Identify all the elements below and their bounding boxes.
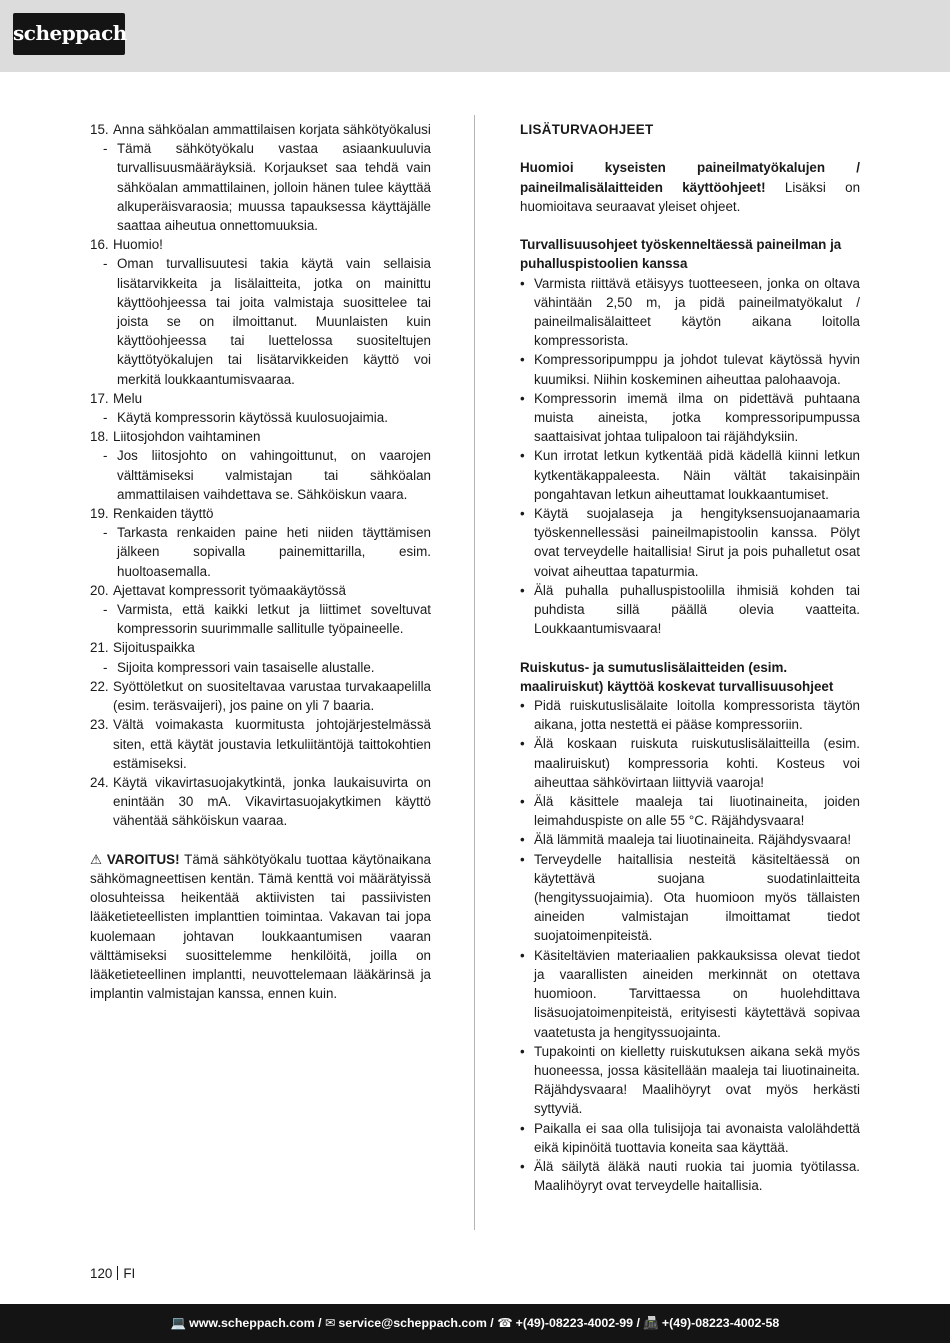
sub-item — [90, 254, 431, 388]
warning-icon: ⚠ — [90, 851, 103, 867]
bullet-marker: • — [520, 851, 525, 867]
bullet-text: Paikalla ei saa olla tulisijoja tai avonaista valolähdettä eikä kipinöitä tuottavia koneita saa käyttää. — [534, 1120, 860, 1155]
item-title: Melu — [113, 390, 143, 406]
dash-marker: - — [103, 525, 108, 541]
intro-bold: Huomioi kyseisten paineilmatyökalujen / paineilmalisälaitteiden käyttöohjeet! — [520, 160, 860, 195]
sub-item — [90, 446, 431, 504]
bullet-marker: • — [520, 736, 525, 752]
sub-item-text: Sijoita kompressori vain tasaiselle alustalle. — [117, 659, 375, 675]
right-column — [520, 120, 860, 1195]
bullet-marker: • — [520, 794, 525, 810]
bullet-text: Kompressorin imemä ilma on pidettävä puhtaana muista aineista, jotka kompressoripumpussa saattaisivat johtaa tulipaloon tai räjähdyksiin. — [534, 390, 860, 445]
bullet-marker: • — [520, 352, 525, 368]
bullet-item — [520, 734, 860, 792]
bullet-text: Älä lämmitä maaleja tai liuotinaineita. Räjähdysvaara! — [534, 832, 852, 848]
list-item — [90, 638, 431, 657]
bullet-text: Käsiteltävien materiaalien pakkauksissa olevat tiedot ja vaarallisten aineiden merkinnät on otettava huomioon. Tarvittaessa on huolehdittava lisäsuojatoimenpiteistä, erityisesti käytettävä sopivaa vaatetusta ja hengityssuojainta. — [534, 947, 860, 1040]
item-title: Syöttöletkut on suositeltavaa varustaa turvakaapelilla (esim. teräsvaijeri), jos paine on yli 7 baaria. — [113, 678, 431, 714]
sub-item — [90, 523, 431, 581]
bullet-marker: • — [520, 698, 525, 714]
warning-label: VAROITUS! — [106, 851, 180, 867]
item-number: 22. — [90, 678, 109, 694]
item-number: 23. — [90, 717, 109, 733]
bullet-text: Varmista riittävä etäisyys tuotteeseen, jonka on oltava vähintään 2,50 m, ja pidä paineilmatyökalut / paineilmalisälaitteet käytön aikana loitolla kompressorista. — [534, 275, 860, 349]
sub-item — [90, 408, 431, 427]
item-number: 15. — [90, 122, 109, 137]
section-heading: Ruiskutus- ja sumutuslisälaitteiden (esim. maaliruiskut) käyttöä koskevat turvallisuusohjeet — [520, 659, 834, 694]
list-item — [90, 581, 431, 600]
item-title: Ajettavat kompressorit työmaakäytössä — [113, 582, 346, 598]
sub-item-text: Oman turvallisuutesi takia käytä vain sellaisia lisätarvikkeita ja lisälaitteita, jotka on mainittu käyttöohjeessa tai joita valmistaja suosittelee tai joista se on ilmoittanut. Muunlaisten kuin käyttöohjeessa tai luettelossa suositeltujen käyttötyökalujen tai lisätarvikkeiden käyttö voi merkitä loukkaantumisvaaraa. — [117, 256, 431, 387]
bullet-item — [520, 1157, 860, 1195]
bullet-item — [520, 581, 860, 639]
item-title: Renkaiden täyttö — [113, 506, 214, 522]
item-title: Liitosjohdon vaihtaminen — [113, 429, 261, 445]
bullet-marker: • — [520, 947, 525, 963]
bullet-text: Älä koskaan ruiskuta ruiskutuslisälaitteilla (esim. maaliruiskut) kompressoria kohti. Kosteus voi aiheuttaa sähkövirtaan liittyviä vaaroja! — [534, 736, 860, 790]
item-title: Käytä vikavirtasuojakytkintä, jonka laukaisuvirta on enintään 30 mA. Vikavirtasuojakytkimen käyttö vähentää sähköiskun vaaraa. — [113, 774, 431, 829]
list-item — [90, 773, 431, 831]
spacer — [90, 831, 431, 850]
bullet-text: Pidä ruiskutuslisälaite loitolla kompressorista täytön aikana, jotta nestettä ei pääse kompressoriin. — [534, 698, 860, 733]
item-title: Vältä voimakasta kuormitusta johtojärjestelmässä siten, että käytät joustavia letkuliitäntöjä taittokohtien estämiseksi. — [113, 717, 431, 771]
sub-item-text: Tämä sähkötyökalu vastaa asiaankuuluvia turvallisuusmääräyksiä. Korjaukset saa tehdä vain sähköalan ammattilainen, jolloin hänen tulee käyttää alkuperäisvaraosia; muussa tapauksessa käyttäjälle saattaa aiheutua onnettomuuksia. — [117, 141, 431, 234]
dash-marker: - — [103, 141, 108, 157]
sub-item — [90, 658, 431, 677]
scheppach-logo: scheppach — [13, 13, 125, 55]
footer-separator: / — [633, 1316, 644, 1330]
bullet-marker: • — [520, 832, 525, 848]
bullet-item — [520, 350, 860, 388]
dash-marker: - — [103, 256, 108, 272]
intro-paragraph — [520, 158, 860, 216]
bullet-text: Käytä suojalaseja ja hengityksensuojanaamaria työskennellessäsi paineilmapistoolin kanssa. Pölyt ovat terveydelle haitallisia! Sirut ja pois puhalletut osat voivat aiheuttaa tapaturmia. — [534, 506, 860, 579]
computer-icon: 💻 — [170, 1316, 187, 1330]
sub-item — [90, 139, 431, 235]
bullet-text: Älä käsittele maaleja tai liuotinaineita, joiden leimahduspiste on alle 55 °C. Räjähdysvaara! — [534, 794, 860, 829]
bullet-marker: • — [520, 1158, 525, 1174]
column-divider — [474, 115, 475, 1230]
bullet-item — [520, 946, 860, 1042]
list-item — [90, 389, 431, 408]
item-title: Huomio! — [113, 237, 163, 253]
bullet-item — [520, 792, 860, 830]
bullet-item — [520, 696, 860, 734]
page-header — [0, 0, 950, 72]
item-number: 20. — [90, 582, 109, 598]
item-number: 21. — [90, 640, 109, 656]
list-item — [90, 504, 431, 523]
bullet-item — [520, 274, 860, 351]
item-number: 24. — [90, 774, 109, 790]
sub-item-text: Jos liitosjohto on vahingoittunut, on vaarojen välttämiseksi valmistajan tai sähköalan ammattilaisen vaihdettava se. Sähköiskun vaara. — [117, 448, 431, 502]
page-number-separator — [117, 1266, 118, 1280]
bullet-list — [520, 696, 860, 1195]
sub-item — [90, 600, 431, 638]
bullet-text: Terveydelle haitallisia nesteitä käsiteltäessä on käytettävä suojana suodatinlaitteita (hengityssuojaimia). Ota huomioon myös tällaisten aineiden valmistajan ilmoittamat tiedot suojatoimenpiteistä. — [534, 851, 860, 944]
bullet-marker: • — [520, 1120, 525, 1136]
page-number — [90, 1265, 135, 1283]
bullet-list — [520, 274, 860, 639]
item-title: Anna sähköalan ammattilaisen korjata sähkötyökalusi — [113, 122, 431, 137]
warning-text: Tämä sähkötyökalu tuottaa käytönaikana sähkömagneettisen kentän. Tämä kenttä voi määrätyissä olosuhteissa heikentää aktiivisten tai passiivisten lääketieteellisten implanttien toimintaa. Vakavan tai jopa kuolemaan johtavan loukkaantumisen vaaran välttämiseksi suosittelemme henkilöitä, joilla on lääketieteellinen implantti, neuvottelemaan lääkärinsä ja implantin valmistajan kanssa, ennen kuin. — [90, 851, 431, 1002]
phone-icon: ☎ — [497, 1316, 513, 1330]
sub-item-text: Tarkasta renkaiden paine heti niiden täyttämisen jälkeen sopivalla painemittarilla, esim. huoltoasemalla. — [117, 525, 431, 579]
bullet-item — [520, 830, 860, 849]
page-footer — [0, 1304, 950, 1343]
list-item — [90, 120, 431, 139]
bullet-marker: • — [520, 448, 525, 464]
list-item — [90, 427, 431, 446]
list-item — [90, 235, 431, 254]
bullet-marker: • — [520, 506, 525, 522]
dash-marker: - — [103, 602, 108, 618]
section-heading: Turvallisuusohjeet työskenneltäessä paineilman ja puhalluspistoolien kanssa — [520, 237, 842, 272]
item-number: 17. — [90, 390, 109, 406]
bullet-text: Älä puhalla puhalluspistoolilla ihmisiä kohden tai puhdista sillä päällä olevia vaatteita. Loukkaantumisvaara! — [534, 582, 860, 637]
item-title: Sijoituspaikka — [113, 640, 195, 656]
section-title: LISÄTURVAOHJEET — [520, 122, 654, 137]
bullet-item — [520, 389, 860, 447]
footer-separator: / — [486, 1316, 498, 1330]
left-column — [90, 120, 431, 1003]
bullet-text: Älä säilytä äläkä nauti ruokia tai juomia työtilassa. Maalihöyryt ovat terveydelle haitallisia. — [534, 1158, 860, 1194]
bullet-text: Kun irrotat letkun kytkentää pidä kädellä kiinni letkun kytkentäkappaleesta. Näin vältät takaisinpäin pongahtavan letkun aiheuttamat loukkaantumiset. — [534, 448, 860, 502]
page-number-value: 120 — [90, 1266, 113, 1281]
email-icon: ✉ — [325, 1316, 336, 1330]
fax-icon: 📠 — [643, 1316, 659, 1330]
bullet-text: Kompressoripumppu ja johdot tulevat käytössä hyvin kuumiksi. Niihin koskeminen aiheuttaa palohaavoja. — [534, 352, 860, 387]
bullet-item — [520, 446, 860, 504]
item-number: 19. — [90, 506, 109, 522]
bullet-marker: • — [520, 390, 525, 406]
footer-fax: +(49)-08223-4002-58 — [661, 1316, 780, 1330]
warning-paragraph — [90, 850, 431, 1004]
bullet-item — [520, 504, 860, 581]
footer-separator: / — [314, 1316, 326, 1330]
list-item — [90, 677, 431, 715]
bullet-text: Tupakointi on kielletty ruiskutuksen aikana sekä myös huoneessa, jossa käsitellään maaleja tai liuotinaineita. Räjähdysvaara! Maalihöyryt ovat myös herkästi syttyviä. — [534, 1043, 860, 1117]
list-item — [90, 715, 431, 773]
intro-rest: Lisäksi on huomioitava seuraavat yleiset ohjeet. — [520, 179, 861, 214]
sub-item-text: Käytä kompressorin käytössä kuulosuojaimia. — [117, 410, 388, 426]
bullet-item — [520, 1042, 860, 1119]
item-number: 16. — [90, 237, 109, 253]
footer-phone: +(49)-08223-4002-99 — [515, 1316, 634, 1330]
bullet-item — [520, 850, 860, 946]
dash-marker: - — [103, 410, 108, 426]
footer-website[interactable]: www.scheppach.com — [189, 1316, 315, 1330]
footer-email[interactable]: service@scheppach.com — [338, 1316, 487, 1330]
dash-marker: - — [103, 448, 108, 464]
sub-item-text: Varmista, että kaikki letkut ja liittimet soveltuvat kompressorin suurimmalle sallitulle työpaineelle. — [117, 602, 431, 637]
item-number: 18. — [90, 429, 109, 445]
bullet-marker: • — [520, 582, 525, 598]
page-language: FI — [123, 1266, 136, 1281]
bullet-item — [520, 1119, 860, 1157]
dash-marker: - — [103, 659, 108, 675]
bullet-marker: • — [520, 275, 525, 291]
bullet-marker: • — [520, 1043, 525, 1059]
